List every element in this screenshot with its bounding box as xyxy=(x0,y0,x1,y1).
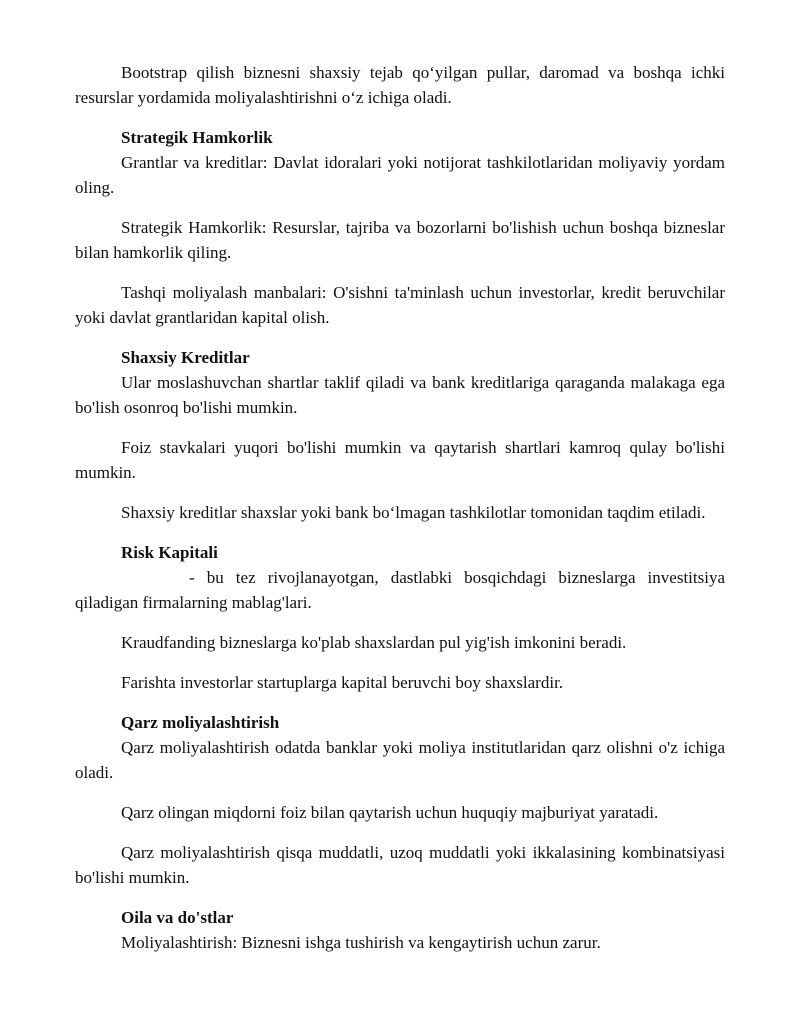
paragraph-strategik-hamkorlik: Strategik Hamkorlik: Resurslar, tajriba va bozorlarni bo'lishish uchun boshqa bizneslar bilan hamkorlik qiling. xyxy=(75,218,725,262)
paragraph-qarz-foiz: Qarz olingan miqdorni foiz bilan qaytarish uchun huquqiy majburiyat yaratadi. xyxy=(121,803,659,822)
paragraph-oila-moliyalashtirish: Moliyalashtirish: Biznesni ishga tushirish va kengaytirish uchun zarur. xyxy=(121,933,601,952)
heading-strategik-hamkorlik: Strategik Hamkorlik xyxy=(121,128,273,147)
paragraph-grantlar: Grantlar va kreditlar: Davlat idoralari yoki notijorat tashkilotlaridan moliyaviy yordam oling. xyxy=(75,153,725,197)
paragraph-kraudfanding: Kraudfanding bizneslarga ko'plab shaxslardan pul yig'ish imkonini beradi. xyxy=(121,633,627,652)
paragraph-shaxsiy-kreditlar: Shaxsiy kreditlar shaxslar yoki bank bo‘lmagan tashkilotlar tomonidan taqdim etiladi. xyxy=(121,503,706,522)
paragraph-moslashuvchan: Ular moslashuvchan shartlar taklif qiladi va bank kreditlariga qaraganda malakaga ega bo'lish osonroq bo'lishi mumkin. xyxy=(75,373,725,417)
paragraph-foiz-stavkalari: Foiz stavkalari yuqori bo'lishi mumkin va qaytarish shartlari kamroq qulay bo'lishi mumkin. xyxy=(75,438,725,482)
heading-oila-dostlar: Oila va do'stlar xyxy=(121,908,234,927)
paragraph-qarz-banklar: Qarz moliyalashtirish odatda banklar yoki moliya institutlaridan qarz olishni o'z ichiga oladi. xyxy=(75,738,725,782)
paragraph-bootstrap: Bootstrap qilish biznesni shaxsiy tejab qo‘yilgan pullar, daromad va boshqa ichki resurslar yordamida moliyalashtirishni o‘z ichiga oladi. xyxy=(75,63,725,107)
heading-risk-kapitali: Risk Kapitali xyxy=(121,543,218,562)
paragraph-farishta: Farishta investorlar startuplarga kapital beruvchi boy shaxslardir. xyxy=(121,673,564,692)
paragraph-tashqi-moliyalash: Tashqi moliyalash manbalari: O'sishni ta'minlash uchun investorlar, kredit beruvchilar yoki davlat grantlaridan kapital olish. xyxy=(75,283,725,327)
heading-qarz-moliyalashtirish: Qarz moliyalashtirish xyxy=(121,713,280,732)
paragraph-risk-kapitali: - bu tez rivojlanayotgan, dastlabki bosqichdagi bizneslarga investitsiya qiladigan firmalarning mablag'lari. xyxy=(75,568,725,612)
paragraph-qarz-muddatli: Qarz moliyalashtirish qisqa muddatli, uzoq muddatli yoki ikkalasining kombinatsiyasi bo'lishi mumkin. xyxy=(75,843,725,887)
heading-shaxsiy-kreditlar: Shaxsiy Kreditlar xyxy=(121,348,250,367)
document-page xyxy=(75,60,725,955)
